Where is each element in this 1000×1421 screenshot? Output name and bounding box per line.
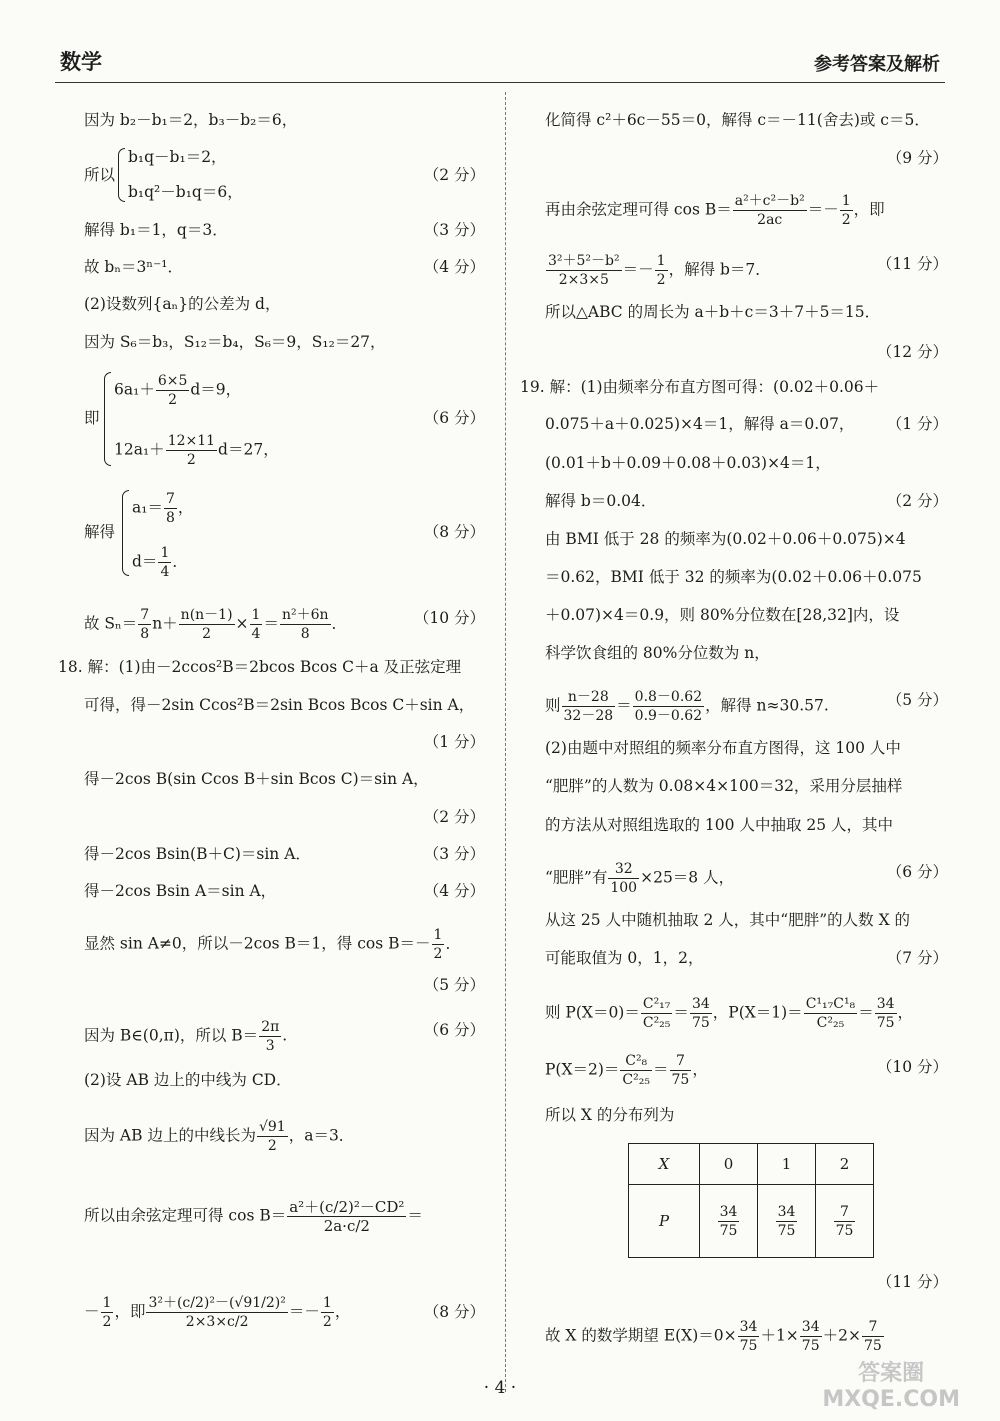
table-cell: X <box>629 1144 700 1185</box>
left-line-4: 故 bₙ＝3ⁿ⁻¹． <box>84 258 184 276</box>
table-cell: 2 <box>816 1144 874 1185</box>
table-cell: 0 <box>700 1144 758 1185</box>
system3-prefix: 解得 <box>84 523 116 541</box>
q19-line-7: ＋0.07)×4＝0.9，则 80%分位数在[28,32]内，设 <box>545 606 900 624</box>
points-6: （6 分） <box>423 409 485 427</box>
q18-line-5: 得－2cos Bsin A＝sin A， <box>84 882 277 900</box>
q18-points-5: （5 分） <box>423 976 485 994</box>
q19-line-15: 可能取值为 0，1，2， <box>545 949 704 967</box>
q18-line-8: (2)设 AB 边上的中线为 CD． <box>84 1071 292 1089</box>
q18-points-3: （3 分） <box>423 845 485 863</box>
q19-line-16: 则 P(X＝0)＝ $\frac{\text{C²₁₇}}{\text{C²₂₅}}$ ＝ $\frac{34}{75}$ ，P(X＝1)＝ $\frac{\text{C¹₁₇C¹₈}}{\text{C²₂₅}}$ ＝ $\frac{34}{75}$ ， <box>545 996 914 1031</box>
right-line-3: $\frac{\text{3²＋5²－b²}}{2\times 3\times 5}$ ＝－ $\frac{1}{2}$ ，解得 b＝7． <box>548 253 771 288</box>
points-9: （9 分） <box>886 149 948 167</box>
system1-eq2: b₁q²－b₁q＝6， <box>128 183 243 201</box>
system2-eq2: 12a₁＋ $\frac{12\times 11}{2}$ d＝27， <box>114 433 279 468</box>
left-line-5: (2)设数列{aₙ}的公差为 d， <box>84 295 281 313</box>
q18-points-8: （8 分） <box>423 1303 485 1321</box>
left-line-6: 因为 S₆＝b₃，S₁₂＝b₄，S₆＝9，S₁₂＝27， <box>84 333 386 351</box>
table-cell: $\frac{34}{75}$ <box>758 1185 816 1258</box>
points-11: （11 分） <box>876 255 948 273</box>
q19-line-6: ＝0.62，BMI 低于 32 的频率为(0.02＋0.06＋0.075 <box>545 568 922 586</box>
watermark: 答案圈 MXQE.COM <box>822 1361 960 1412</box>
table-cell: 1 <box>758 1144 816 1185</box>
q18-line-1: 18. 解：(1)由－2ccos²B＝2bcos Bcos C＋a 及正弦定理 <box>58 658 462 676</box>
q18-line-11: － $\frac{1}{2}$ ，即 $\frac{\text{3²＋(c/2)²－(√91/2)²}}{2\times 3\times c/2}$ ＝－ $\frac{1}{2}$ ， <box>84 1295 351 1330</box>
system2-eq1: 6a₁＋ $\frac{6\times 5}{2}$ d＝9， <box>114 373 242 408</box>
q19-line-2: 0.075＋a＋0.025)×4＝1，解得 a＝0.07， <box>545 415 855 433</box>
q19-points-5: （5 分） <box>886 691 948 709</box>
right-line-2: 再由余弦定理可得 cos B＝ $\frac{\text{a²＋c²－b²}}{2ac}$ ＝－ $\frac{1}{2}$ ，即 <box>545 193 885 228</box>
q18-line-10: 所以由余弦定理可得 cos B＝ $\frac{\text{a²＋(c/2)²－CD²}}{2a\cdot c/2}$ ＝ <box>84 1198 423 1235</box>
system3-eq1: a₁＝ $\frac{7}{8}$ ， <box>132 491 194 526</box>
points-2: （2 分） <box>423 166 485 184</box>
q19-line-5: 由 BMI 低于 28 的频率为(0.02＋0.06＋0.075)×4 <box>545 530 906 548</box>
q19-points-10: （10 分） <box>876 1058 948 1076</box>
system1-prefix: 所以 <box>84 166 116 184</box>
q19-line-18: 所以 X 的分布列为 <box>545 1106 675 1124</box>
q19-line-10: (2)由题中对照组的频率分布直方图得，这 100 人中 <box>545 739 901 757</box>
system2-prefix: 即 <box>84 409 100 427</box>
q18-points-6: （6 分） <box>423 1021 485 1039</box>
q18-line-3: 得－2cos B(sin Ccos B＋sin Bcos C)＝sin A， <box>84 770 429 788</box>
sn-formula: 故 Sₙ＝ $\frac{7}{8}$ n＋ $\frac{n(n-1)}{2}$ × $\frac{1}{4}$ ＝ $\frac{\text{n²＋6n}}{8}$ ． <box>84 607 348 642</box>
q19-points-7: （7 分） <box>886 949 948 967</box>
q19-points-6: （6 分） <box>886 863 948 881</box>
q19-line-19: 故 X 的数学期望 E(X)＝0× $\frac{34}{75}$ ＋1× $\frac{34}{75}$ ＋2× $\frac{7}{75}$ <box>545 1319 882 1354</box>
points-12: （12 分） <box>876 343 948 361</box>
system1-eq1: b₁q－b₁＝2， <box>128 148 227 166</box>
q19-line-14: 从这 25 人中随机抽取 2 人，其中“肥胖”的人数 X 的 <box>545 911 911 929</box>
table-row <box>629 1144 874 1185</box>
q19-line-11: “肥胖”的人数为 0.08×4×100＝32，采用分层抽样 <box>545 777 903 795</box>
q18-line-4: 得－2cos Bsin(B＋C)＝sin A． <box>84 845 311 863</box>
distribution-table <box>628 1143 874 1258</box>
q18-points-2: （2 分） <box>423 808 485 826</box>
q19-line-1: 19. 解：(1)由频率分布直方图可得：(0.02＋0.06＋ <box>520 378 880 396</box>
right-line-1: 化简得 c²＋6c－55＝0，解得 c＝－11(舍去)或 c＝5． <box>545 111 930 129</box>
header-rule <box>55 82 945 83</box>
q18-line-6: 显然 sin A≠0，所以－2cos B＝1，得 cos B＝－ $\frac{1}{2}$ ． <box>84 927 461 962</box>
q19-line-4: 解得 b＝0.04． <box>545 492 657 510</box>
table-row <box>629 1185 874 1258</box>
header-subject: 数学 <box>60 49 102 74</box>
column-divider <box>505 92 506 1392</box>
q19-line-8: 科学饮食组的 80%分位数为 n， <box>545 644 770 662</box>
points-3: （3 分） <box>423 221 485 239</box>
q18-line-9: 因为 AB 边上的中线长为 $\frac{√91}{2}$ ，a＝3． <box>84 1119 355 1154</box>
q19-line-17: P(X＝2)＝ $\frac{\text{C²₈}}{\text{C²₂₅}}$ ＝ $\frac{7}{75}$ ， <box>545 1053 708 1088</box>
points-4: （4 分） <box>423 258 485 276</box>
q18-points-4: （4 分） <box>423 882 485 900</box>
system1-brace <box>118 148 125 202</box>
points-10: （10 分） <box>413 609 485 627</box>
q19-line-9: 则 $\frac{n-28}{32-28}$ ＝ $\frac{0.8-0.62}{0.9-0.62}$ ，解得 n≈30.57. <box>545 689 829 724</box>
system3-eq2: d＝ $\frac{1}{4}$ ． <box>132 545 188 580</box>
points-8: （8 分） <box>423 523 485 541</box>
q19-points-11: （11 分） <box>876 1273 948 1291</box>
page-number: · 4 · <box>483 1378 517 1398</box>
q19-line-3: (0.01＋b＋0.09＋0.08＋0.03)×4＝1， <box>545 454 831 472</box>
table-cell: $\frac{7}{75}$ <box>816 1185 874 1258</box>
q19-line-12: 的方法从对照组选取的 100 人中抽取 25 人，其中 <box>545 816 894 834</box>
q19-points-2: （2 分） <box>886 492 948 510</box>
q18-line-2: 可得，得－2sin Ccos²B＝2sin Bcos Bcos C＋sin A， <box>84 696 475 714</box>
right-line-4: 所以△ABC 的周长为 a＋b＋c＝3＋7＋5＝15． <box>545 303 881 321</box>
q18-points-1: （1 分） <box>423 733 485 751</box>
left-line-3: 解得 b₁＝1，q＝3． <box>84 221 228 239</box>
left-line-1: 因为 b₂－b₁＝2，b₃－b₂＝6， <box>84 111 298 129</box>
system2-brace <box>104 372 111 466</box>
q18-line-7: 因为 B∈(0,π)，所以 B＝ $\frac{2\pi}{3}$ . <box>84 1019 288 1054</box>
table-cell: P <box>629 1185 700 1258</box>
header-title: 参考答案及解析 <box>814 54 940 75</box>
q19-points-1: （1 分） <box>886 415 948 433</box>
system3-brace <box>122 490 129 576</box>
table-cell: $\frac{34}{75}$ <box>700 1185 758 1258</box>
q19-line-13: “肥胖”有 $\frac{32}{100}$ ×25＝8 人， <box>545 861 735 896</box>
